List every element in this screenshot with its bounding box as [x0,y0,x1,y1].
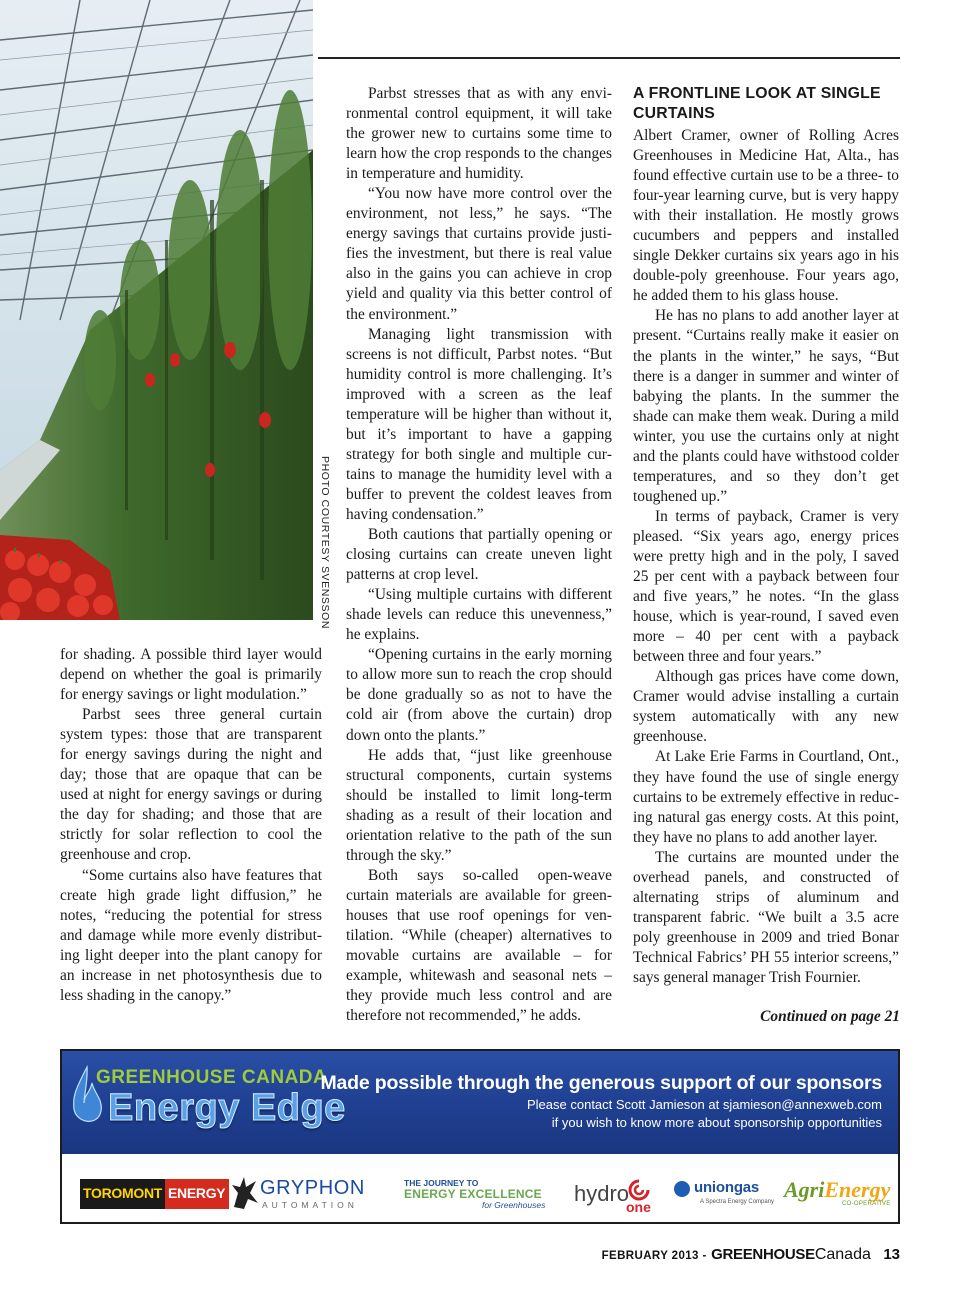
article-column-3 [633,84,899,988]
logo-text: for Greenhouses [482,1200,546,1210]
sponsor-journey-logo [404,1179,554,1210]
sponsor-toromont-logo [80,1179,229,1209]
banner-headline: Made possible through the generous support of our sponsors [320,1072,882,1094]
sponsor-agri-energy-logo [784,1177,894,1207]
greenhouse-photo [0,0,313,620]
logo-text: ENERGY EXCELLENCE [404,1187,542,1201]
logo-text: AUTOMATION [262,1200,358,1210]
paragraph: for shading. A possible third layer would depend on whether the goal is primarily for energy savings or light modulation.” [60,646,322,704]
logo-text: CO-OPERATIVE [842,1201,891,1207]
banner-contact [527,1096,882,1132]
paragraph: Parbst sees three general curtain system types: those that are transparent for energy savings during the night and day; those that are opaque that can be used at night for energy savings or during the day for shading; and those that are strictly for solar reflection to cool the greenhouse and crop. [60,706,322,864]
paragraph: He adds that, “just like greenhouse structural components, curtain systems should be installed to limit long-term shading as a result of their location and orientation relative to the path of the sun through the sky.” [346,746,612,864]
paragraph: Albert Cramer, owner of Rolling Acres Greenhouses in Medicine Hat, Alta., has found effective curtain use to be a three- to four-year learning curve, but is very happy with their installation. He mostly grows cucumbers and peppers and installed single Dekker curtains six years ago in his double-poly greenhouse. Four years ago, he added them to his glass house. [633,127,899,305]
logo-text: THE JOURNEY TO [404,1178,479,1188]
photo-credit: PHOTO COURTESY SVENSSON [319,456,331,630]
paragraph: At Lake Erie Farms in Courtland, Ont., they have found the use of single energy curtains to be extremely effective in reducing natural gas energy costs. At this point, they have no plans to add another layer. [633,748,899,846]
paragraph: Parbst stresses that as with any environmental control equipment, it will take the grower new to curtains some time to learn how the crop responds to the changes in temperature and humidity. [346,85,612,183]
paragraph: “Using multiple curtains with different shade levels can reduce this unevenness,” he explains. [346,586,612,644]
contact-line: Please contact Scott Jamieson at sjamieson@annexweb.com [527,1097,882,1112]
flame-icon [674,1181,690,1197]
continued-note: Continued on page 21 [760,1008,900,1025]
logo-text: Agri [784,1177,825,1202]
article-column-2 [346,84,612,1026]
sponsor-hydro-one-logo [574,1177,654,1217]
top-rule [318,57,900,59]
logo-text: ENERGY [165,1179,229,1209]
issue-date: FEBRUARY 2013 - [601,1250,707,1262]
paragraph: In terms of payback, Cramer is very pleased. “Six years ago, energy prices were pretty high and in the poly, I saved 25 per cent with a payback between four and five years,” he notes. “In the glass house, which is year-round, I saved even more – 40 per cent with a payback between three and four years.” [633,507,899,666]
article-column-1 [60,645,322,1006]
banner-header [62,1051,898,1154]
brand-title: Energy Edge [108,1087,346,1129]
hydro-swirl-icon [628,1179,650,1201]
logo-text: Energy [824,1177,891,1202]
section-heading: A FRONTLINE LOOK AT SINGLE CURTAINS [633,85,881,122]
sponsor-gryphon-logo [230,1173,380,1213]
sponsor-banner [60,1049,900,1224]
logo-text: A Spectra Energy Company [700,1199,775,1205]
page-number: 13 [883,1246,900,1263]
gryphon-icon [230,1173,260,1211]
paragraph: The curtains are mounted under the overhead panels, and constructed of alternating strips of aluminum and transparent fabric. “We built a 3.5 acre poly greenhouse in 2009 and tried Bonar Technical Fabrics’ PH 55 interior screens,” says general manager Trish Fournier. [633,848,899,986]
logo-text: TOROMONT [80,1179,165,1209]
logo-text: one [626,1199,651,1215]
logo-text: hydro [574,1181,630,1206]
paragraph: Managing light transmission with screens is not difficult, Parbst notes. “But humidity control is more challenging. It’s improved with a screen as the leaf temperature will be higher than without it, but it’s important to have a gapping strategy for both single and multiple curtains to manage the humidity level with a buffer to prevent the coldest leaves from having condensation.” [346,325,612,523]
contact-line: if you wish to know more about sponsorship opportunities [551,1115,882,1130]
logo-text: uniongas [694,1179,760,1196]
logo-text: GRYPHON [260,1177,365,1199]
paragraph: “You now have more control over the environment, not less,” he says. “The energy savings that curtains provide justifies the investment, but there is real value also in the gains you can achieve in crop yield and quality via this better control of the environment.” [346,185,612,323]
brand-name: GREENHOUSE CANADA [96,1067,328,1088]
magazine-name-bold: GREENHOUSE [711,1246,815,1263]
paragraph: Although gas prices have come down, Cramer would advise installing a curtain system automatically with any new greenhouse. [633,668,899,746]
logo-text [784,1177,894,1203]
paragraph: He has no plans to add another layer at present. “Curtains really make it easier on the plants in the winter,” he says, “But there is a danger in summer and winter of babying the plants. In the summer the shade can make them weak. During a mild winter, you use the curtains only at night and the plants could have withstood colder temperatures, and so they don’t get toughened up.” [633,307,899,505]
paragraph: “Some curtains also have features that create high grade light diffusion,” he notes, “reducing the potential for stress and damage while more evenly distributing light deeper into the plant canopy for an increase in net photosynthesis due to less shading in the canopy.” [60,866,322,1004]
paragraph: Both cautions that partially opening or closing curtains can create uneven light patterns at crop level. [346,526,612,584]
paragraph: “Opening curtains in the early morning to allow more sun to reach the crop should be done gradually so as not to have the cold air (from above the curtain) drop down onto the plants.” [346,646,612,744]
page-footer [602,1246,900,1264]
paragraph: Both says so-called open-weave curtain materials are available for greenhouses that use roof openings for ventilation. “While (cheaper) alternatives to movable curtains are available – for example, whitewash and seasonal nets – they provide much less control and are therefore not recommended,” he adds. [346,866,612,1025]
magazine-name: Canada [814,1246,871,1263]
